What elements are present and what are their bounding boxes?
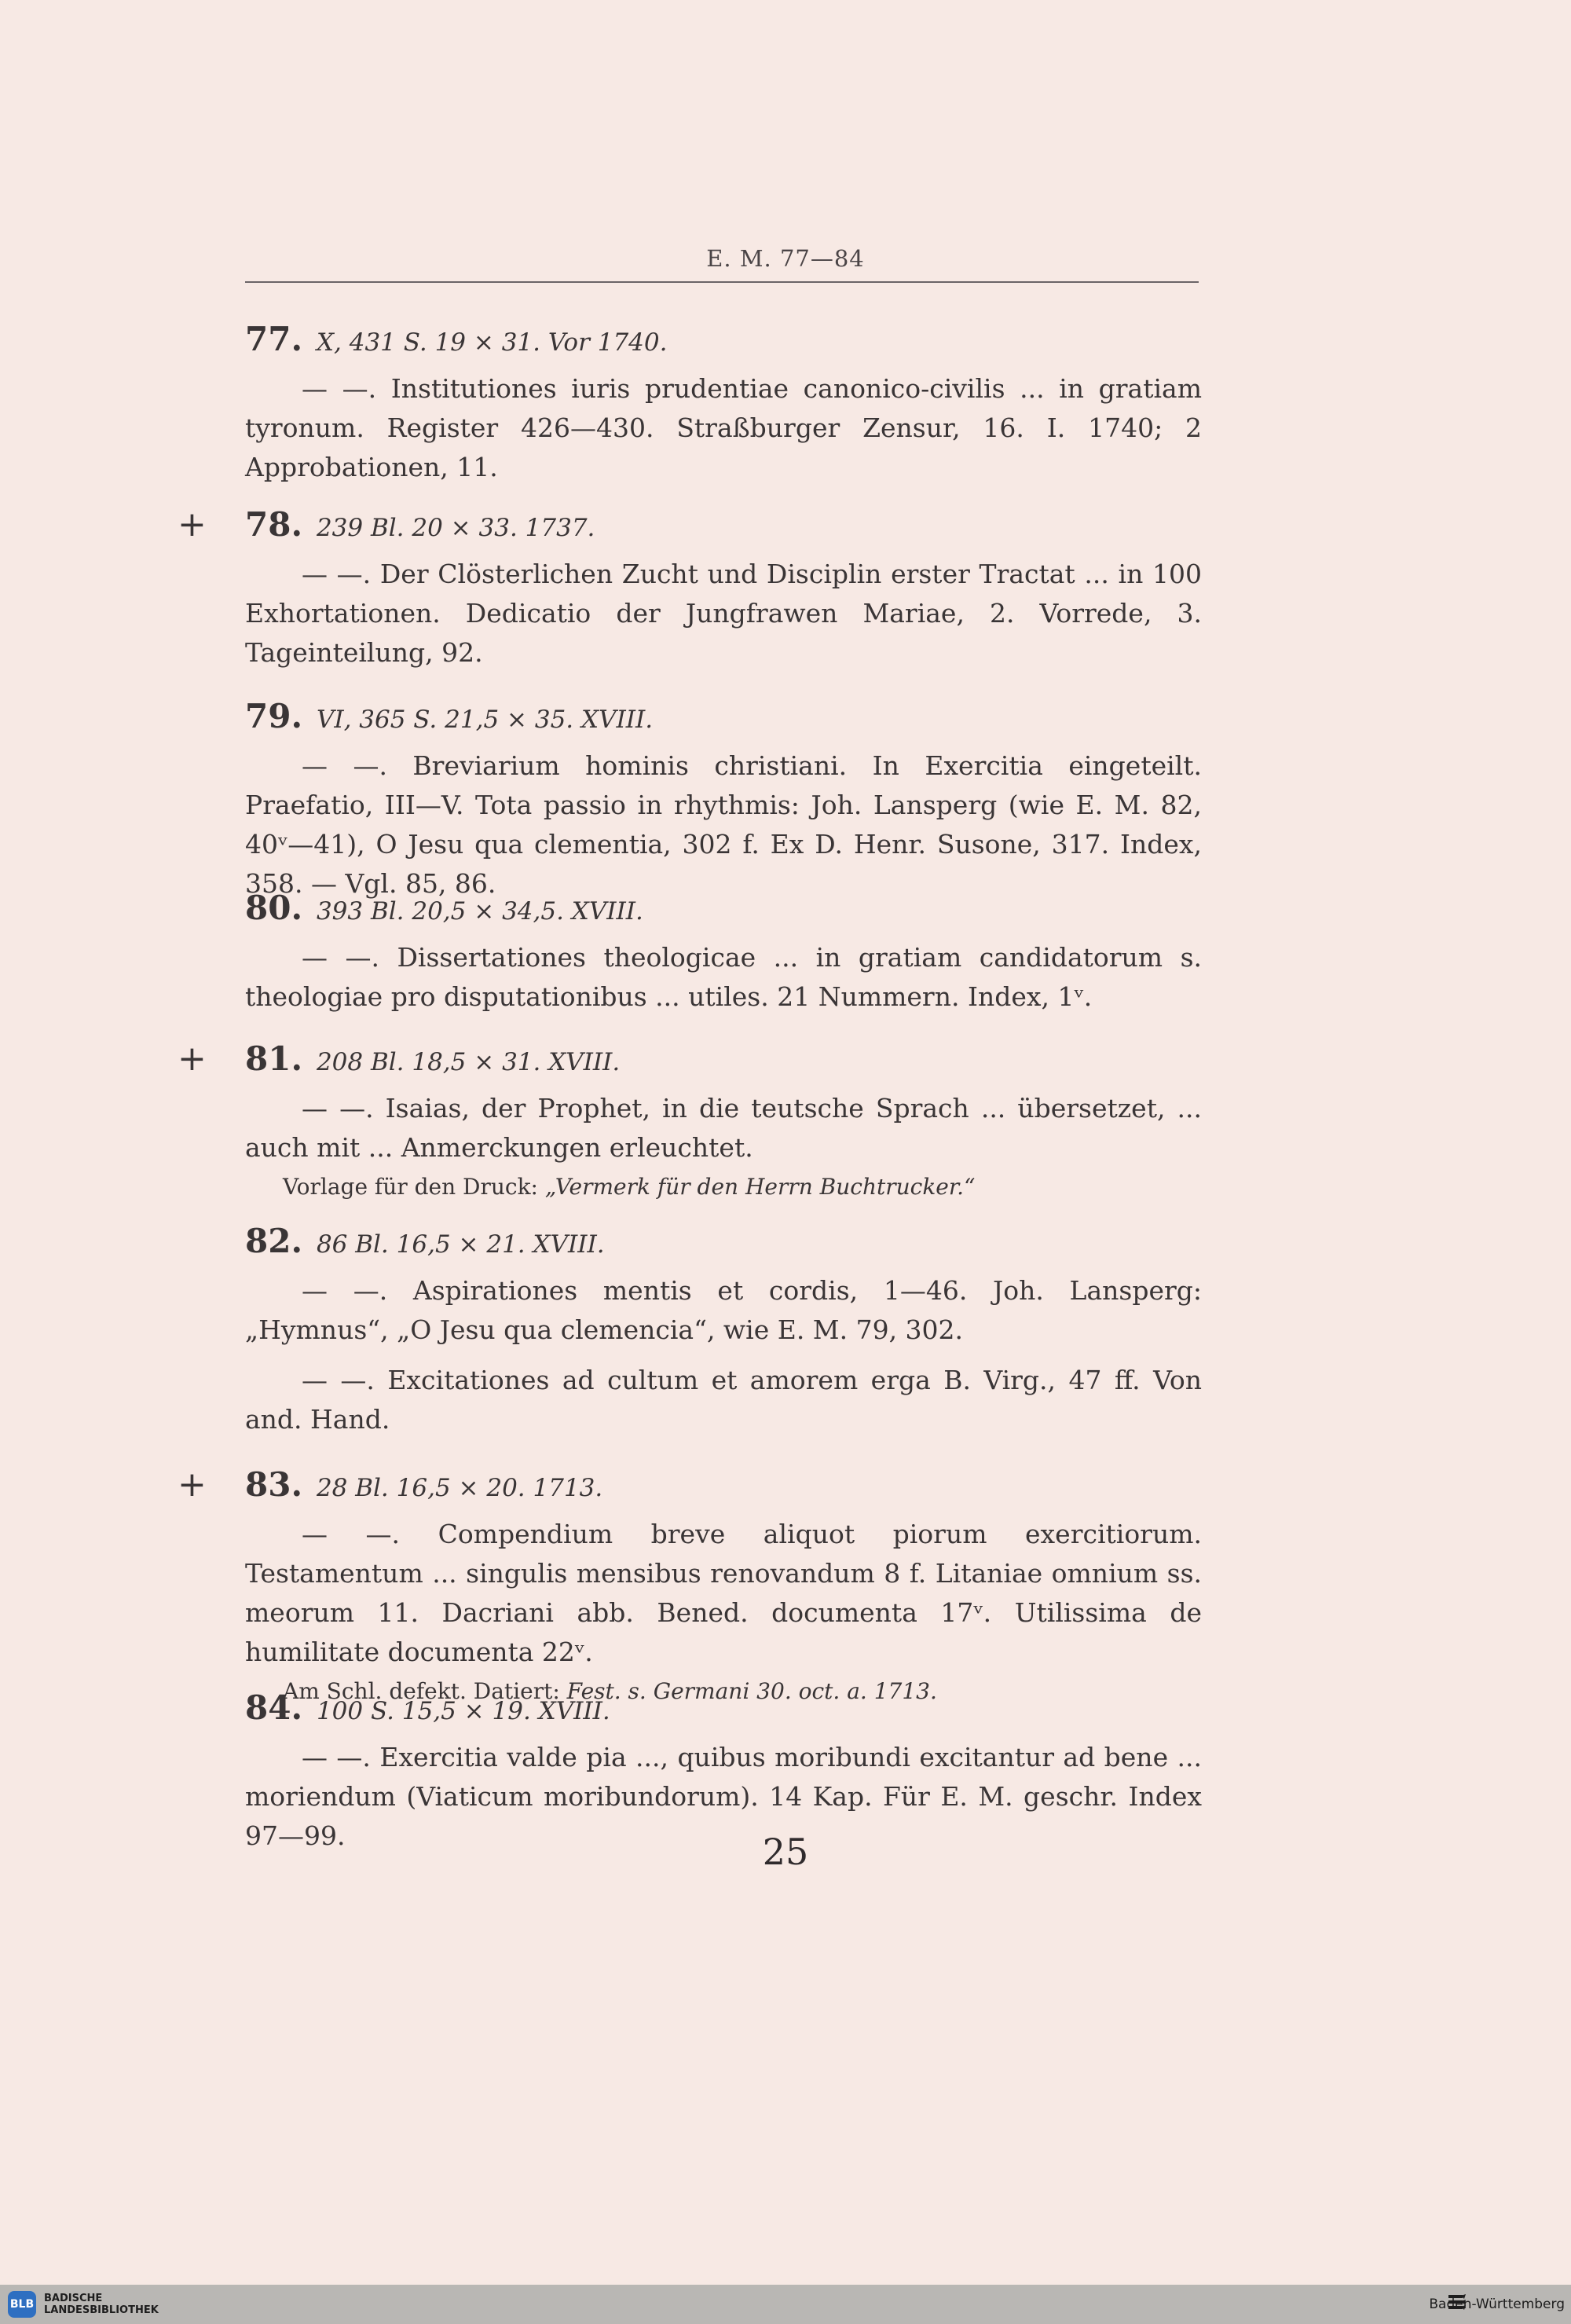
header-rule — [245, 281, 1199, 283]
entry-number: 78. — [245, 505, 303, 544]
catalog-entry — [178, 1464, 1202, 1704]
entry-heading — [245, 1224, 1202, 1262]
entry-number: 83. — [245, 1465, 303, 1504]
entry-spec: VI, 365 S. 21,5 × 35. XVIII. — [316, 706, 654, 734]
entry-text: — —. Aspirationes mentis et cordis, 1—46. Joh. Lansperg: „Hymnus“, „O Jesu qua clemencia“, wie E. M. 79, 302. — [245, 1275, 1202, 1345]
note-text: Vorlage für den Druck: — [283, 1174, 538, 1200]
catalog-entries — [178, 320, 1202, 1856]
entry-heading — [245, 891, 1202, 929]
entry-number: 77. — [245, 320, 303, 358]
entry-text: — —. Dissertationes theologicae ... in gratiam candidatorum s. theologiae pro disputationibus ... utiles. 21 Nummern. Index, 1ᵛ. — [245, 942, 1202, 1012]
page-number: 25 — [762, 1831, 809, 1873]
bw-name[interactable]: Baden-Württemberg — [1429, 2297, 1565, 2312]
entry-heading — [245, 1688, 1202, 1728]
catalog-entry — [245, 697, 1202, 899]
note-date: Fest. s. Germani 30. oct. a. 1713. — [566, 1678, 937, 1704]
note-quote: „Vermerk für den Herrn Buchtrucker.“ — [544, 1174, 976, 1200]
catalog-entry — [245, 1224, 1202, 1468]
entry-number: 79. — [245, 697, 303, 735]
entry-text: — —. Compendium breve aliquot piorum exercitiorum. Testamentum ... singulis mensibus renovandum 8 f. Litaniae omnium ss. meorum 11. Dacriani abb. Bened. documenta 17ᵛ. Utilissima de humilitate documenta 22ᵛ. — [245, 1519, 1202, 1667]
entry-text: — —. Exercitia valde pia ..., quibus moribundi excitantur ad bene ... moriendum (Viaticum moribundorum). 14 Kap. Für E. M. geschr. Index 97—99. — [245, 1742, 1202, 1851]
catalog-entry — [178, 504, 1202, 699]
blb-name-line2: LANDESBIBLIOTHEK — [44, 2304, 159, 2316]
entry-note — [283, 1171, 1202, 1204]
entry-spec: 393 Bl. 20,5 × 34,5. XVIII. — [316, 897, 643, 926]
plus-mark: + — [178, 1464, 207, 1505]
running-header: E. M. 77—84 — [706, 245, 865, 272]
entry-heading — [245, 505, 1202, 545]
blb-name[interactable] — [44, 2293, 159, 2316]
entry-text: — —. Der Clösterlichen Zucht und Disciplin erster Tractat ... in 100 Exhortationen. Dedicatio der Jungfrawen Mariae, 2. Vorrede, 3. Tageinteilung, 92. — [245, 559, 1202, 668]
entry-heading — [245, 1039, 1202, 1080]
plus-mark: + — [178, 1039, 207, 1079]
note-text: Am Schl. defekt. Datiert: — [283, 1678, 560, 1704]
entry-text: — —. Isaias, der Prophet, in die teutsche Sprach ... übersetzet, ... auch mit ... Anmerckungen erleuchtet. — [245, 1093, 1202, 1163]
entry-spec: 86 Bl. 16,5 × 21. XVIII. — [316, 1230, 605, 1259]
entry-text: — —. Institutiones iuris prudentiae canonico-civilis ... in gratiam tyronum. Register 426—430. Straßburger Zensur, 16. I. 1740; 2 Approbationen, 11. — [245, 373, 1202, 482]
catalog-entry — [178, 1039, 1202, 1224]
entry-heading — [245, 322, 1202, 360]
entry-spec: 28 Bl. 16,5 × 20. 1713. — [316, 1474, 603, 1502]
viewer-footer-bar — [0, 2285, 1571, 2324]
entry-heading — [245, 1465, 1202, 1505]
blb-name-line1: BADISCHE — [44, 2293, 103, 2304]
entry-number: 84. — [245, 1688, 303, 1727]
plus-mark: + — [178, 504, 207, 544]
entry-spec: 239 Bl. 20 × 33. 1737. — [316, 514, 595, 542]
entry-text: — —. Excitationes ad cultum et amorem erga B. Virg., 47 ff. Von and. Hand. — [245, 1365, 1202, 1435]
entry-spec: 100 S. 15,5 × 19. XVIII. — [316, 1697, 610, 1725]
catalog-entry — [245, 891, 1202, 1042]
entry-heading — [245, 699, 1202, 737]
entry-spec: X, 431 S. 19 × 31. Vor 1740. — [316, 328, 668, 357]
blb-logo[interactable]: BLB — [8, 2291, 36, 2318]
entry-number: 81. — [245, 1039, 303, 1078]
entry-number: 82. — [245, 1222, 303, 1260]
entry-spec: 208 Bl. 18,5 × 31. XVIII. — [316, 1048, 621, 1076]
entry-text: — —. Breviarium hominis christiani. In Exercitia eingeteilt. Praefatio, III—V. Tota passio in rhythmis: Joh. Lansperg (wie E. M. 82, 40ᵛ—41), O Jesu qua clementia, 302 f. Ex D. Henr. Susone, 317. Index, 358. — Vgl. 85, 86. — [245, 750, 1202, 899]
catalog-entry — [245, 322, 1202, 508]
entry-number: 80. — [245, 889, 303, 927]
